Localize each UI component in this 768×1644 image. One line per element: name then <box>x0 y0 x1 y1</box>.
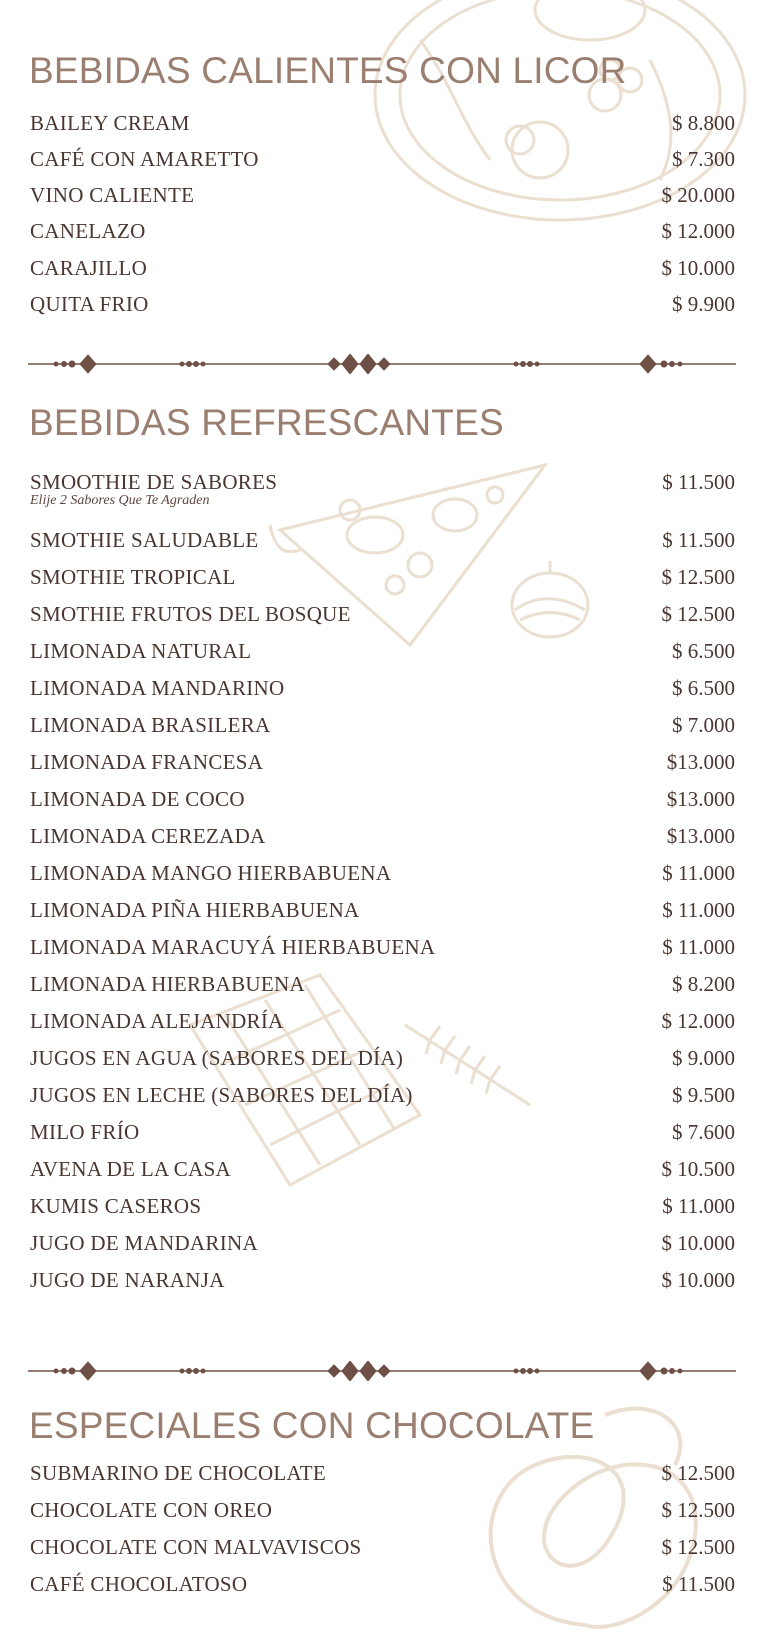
item-name: SMOTHIE FRUTOS DEL BOSQUE <box>30 602 351 626</box>
item-name: LIMONADA MANGO HIERBABUENA <box>30 861 392 885</box>
item-price: $ 6.500 <box>672 639 735 663</box>
item-name: CARAJILLO <box>30 256 148 280</box>
menu-item <box>30 1120 735 1150</box>
item-price: $13.000 <box>666 750 735 774</box>
menu-item <box>30 750 735 780</box>
item-name: SUBMARINO DE CHOCOLATE <box>30 1461 326 1485</box>
menu-item <box>30 676 735 706</box>
menu-item <box>30 470 735 510</box>
menu-item <box>30 1083 735 1113</box>
item-name: VINO CALIENTE <box>30 183 195 207</box>
item-price: $ 11.000 <box>662 898 735 922</box>
item-name: JUGOS EN AGUA (SABORES DEL DÍA) <box>30 1046 404 1070</box>
item-price: $ 7.300 <box>672 147 735 171</box>
menu-item <box>30 1231 735 1261</box>
menu-item <box>30 935 735 965</box>
item-name: LIMONADA MANDARINO <box>30 676 285 700</box>
menu-item <box>30 528 735 558</box>
item-price: $ 11.500 <box>662 470 735 494</box>
menu-item <box>30 565 735 595</box>
item-name: LIMONADA FRANCESA <box>30 750 264 774</box>
item-name: LIMONADA PIÑA HIERBABUENA <box>30 898 360 922</box>
ornamental-divider <box>28 354 736 374</box>
item-price: $ 11.500 <box>662 528 735 552</box>
item-name: CANELAZO <box>30 219 146 243</box>
item-price: $ 12.000 <box>661 1009 735 1033</box>
item-name: BAILEY CREAM <box>30 111 190 135</box>
item-name: KUMIS CASEROS <box>30 1194 202 1218</box>
item-price: $ 10.000 <box>661 256 735 280</box>
item-price: $ 7.600 <box>672 1120 735 1144</box>
item-name: SMOOTHIE DE SABORES <box>30 470 278 494</box>
item-price: $ 12.500 <box>661 565 735 589</box>
section-title-chocolate-specials: ESPECIALES CON CHOCOLATE <box>29 1405 595 1446</box>
item-price: $13.000 <box>666 824 735 848</box>
menu-item <box>30 787 735 817</box>
item-price: $ 11.500 <box>662 1572 735 1596</box>
item-name: LIMONADA NATURAL <box>30 639 252 663</box>
item-name: LIMONADA BRASILERA <box>30 713 271 737</box>
item-name: LIMONADA DE COCO <box>30 787 245 811</box>
section-title-hot-drinks-liquor: BEBIDAS CALIENTES CON LICOR <box>29 50 627 91</box>
menu-item <box>30 1009 735 1039</box>
item-price: $ 12.500 <box>661 602 735 626</box>
item-price: $ 9.000 <box>672 1046 735 1070</box>
menu-item <box>30 1268 735 1298</box>
item-name: LIMONADA ALEJANDRÍA <box>30 1009 284 1033</box>
item-price: $ 10.500 <box>661 1157 735 1181</box>
menu-item <box>30 219 735 249</box>
ornamental-divider <box>28 1361 736 1381</box>
item-price: $ 12.500 <box>661 1498 735 1522</box>
item-price: $ 7.000 <box>672 713 735 737</box>
item-price: $ 20.000 <box>661 183 735 207</box>
menu-item <box>30 1461 735 1491</box>
menu-item <box>30 639 735 669</box>
item-name: JUGO DE MANDARINA <box>30 1231 258 1255</box>
menu-item <box>30 1535 735 1565</box>
menu-item <box>30 1498 735 1528</box>
item-price: $ 12.500 <box>661 1535 735 1559</box>
menu-item <box>30 861 735 891</box>
item-name: LIMONADA HIERBABUENA <box>30 972 305 996</box>
menu-item <box>30 1194 735 1224</box>
item-price: $ 9.500 <box>672 1083 735 1107</box>
menu-item <box>30 1157 735 1187</box>
item-name: CHOCOLATE CON OREO <box>30 1498 273 1522</box>
item-name: JUGOS EN LECHE (SABORES DEL DÍA) <box>30 1083 413 1107</box>
item-price: $ 11.000 <box>662 935 735 959</box>
item-price: $ 8.200 <box>672 972 735 996</box>
section-title-refreshing-drinks: BEBIDAS REFRESCANTES <box>29 402 504 443</box>
item-name: CHOCOLATE CON MALVAVISCOS <box>30 1535 362 1559</box>
menu-item <box>30 111 735 141</box>
item-name: LIMONADA MARACUYÁ HIERBABUENA <box>30 935 436 959</box>
item-name: SMOTHIE TROPICAL <box>30 565 236 589</box>
item-price: $13.000 <box>666 787 735 811</box>
menu-item <box>30 972 735 1002</box>
menu-item <box>30 256 735 286</box>
item-name: LIMONADA CEREZADA <box>30 824 266 848</box>
item-price: $ 10.000 <box>661 1231 735 1255</box>
item-price: $ 11.000 <box>662 861 735 885</box>
menu-item <box>30 1572 735 1602</box>
menu-item <box>30 292 735 322</box>
item-note: Elije 2 Sabores Que Te Agraden <box>30 493 210 508</box>
item-price: $ 10.000 <box>661 1268 735 1292</box>
item-name: JUGO DE NARANJA <box>30 1268 225 1292</box>
menu-item <box>30 1046 735 1076</box>
menu-item <box>30 824 735 854</box>
item-price: $ 11.000 <box>662 1194 735 1218</box>
menu-item <box>30 898 735 928</box>
item-name: QUITA FRIO <box>30 292 149 316</box>
menu-item <box>30 183 735 213</box>
item-name: SMOTHIE SALUDABLE <box>30 528 259 552</box>
item-name: AVENA DE LA CASA <box>30 1157 232 1181</box>
item-name: CAFÉ CON AMARETTO <box>30 147 259 171</box>
item-name: CAFÉ CHOCOLATOSO <box>30 1572 248 1596</box>
item-price: $ 12.500 <box>661 1461 735 1485</box>
item-price: $ 8.800 <box>672 111 735 135</box>
item-price: $ 6.500 <box>672 676 735 700</box>
menu-item <box>30 147 735 177</box>
item-price: $ 12.000 <box>661 219 735 243</box>
item-name: MILO FRÍO <box>30 1120 140 1144</box>
item-price: $ 9.900 <box>672 292 735 316</box>
menu-item <box>30 602 735 632</box>
menu-item <box>30 713 735 743</box>
